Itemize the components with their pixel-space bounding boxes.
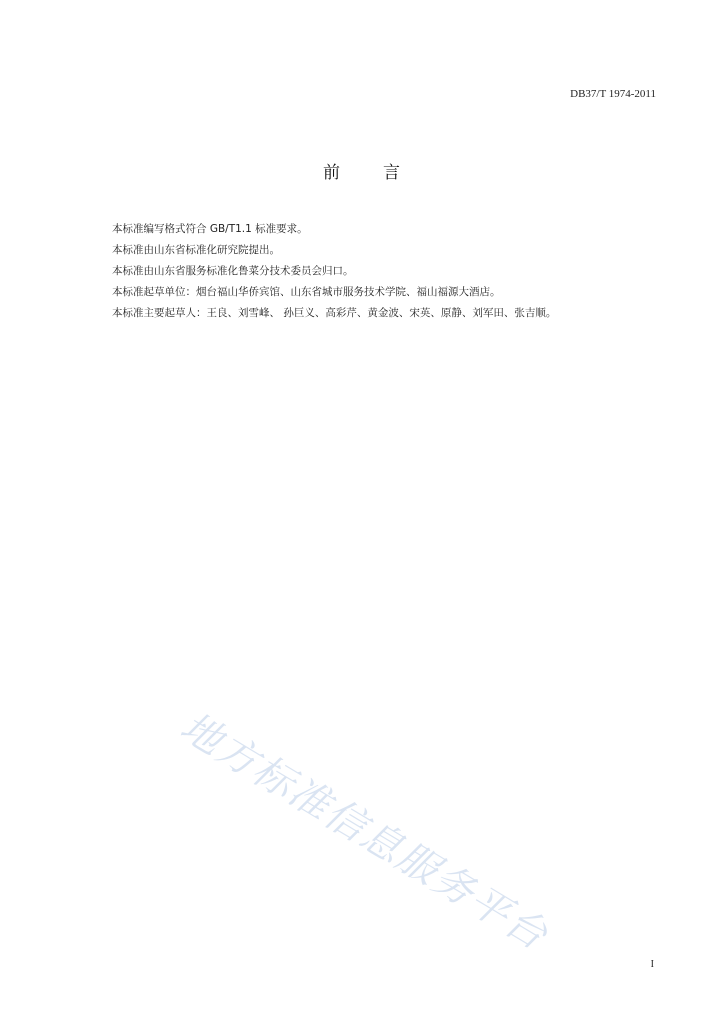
foreword-line-proposer: 本标准由山东省标准化研究院提出。 [112,244,280,256]
title-char-2: 言 [383,163,401,183]
foreword-line-format: 本标准编写格式符合 GB/T1.1 标准要求。 [112,223,308,235]
foreword-body [112,219,672,324]
page-number: I [650,959,654,970]
foreword-line-drafters: 本标准主要起草人：王良、刘雪峰、 孙巨义、高彩芹、黄金波、宋英、原静、刘军田、张吉顺。 [112,307,557,319]
title-char-1: 前 [323,163,341,183]
standard-code: DB37/T 1974-2011 [570,88,656,100]
foreword-line-drafting-units: 本标准起草单位：烟台福山华侨宾馆、山东省城市服务技术学院、福山福源大酒店。 [112,286,501,298]
watermark: 地方标准信息服务平台 [172,703,557,960]
foreword-line-committee: 本标准由山东省服务标准化鲁菜分技术委员会归口。 [112,265,354,277]
page-title [0,158,724,183]
